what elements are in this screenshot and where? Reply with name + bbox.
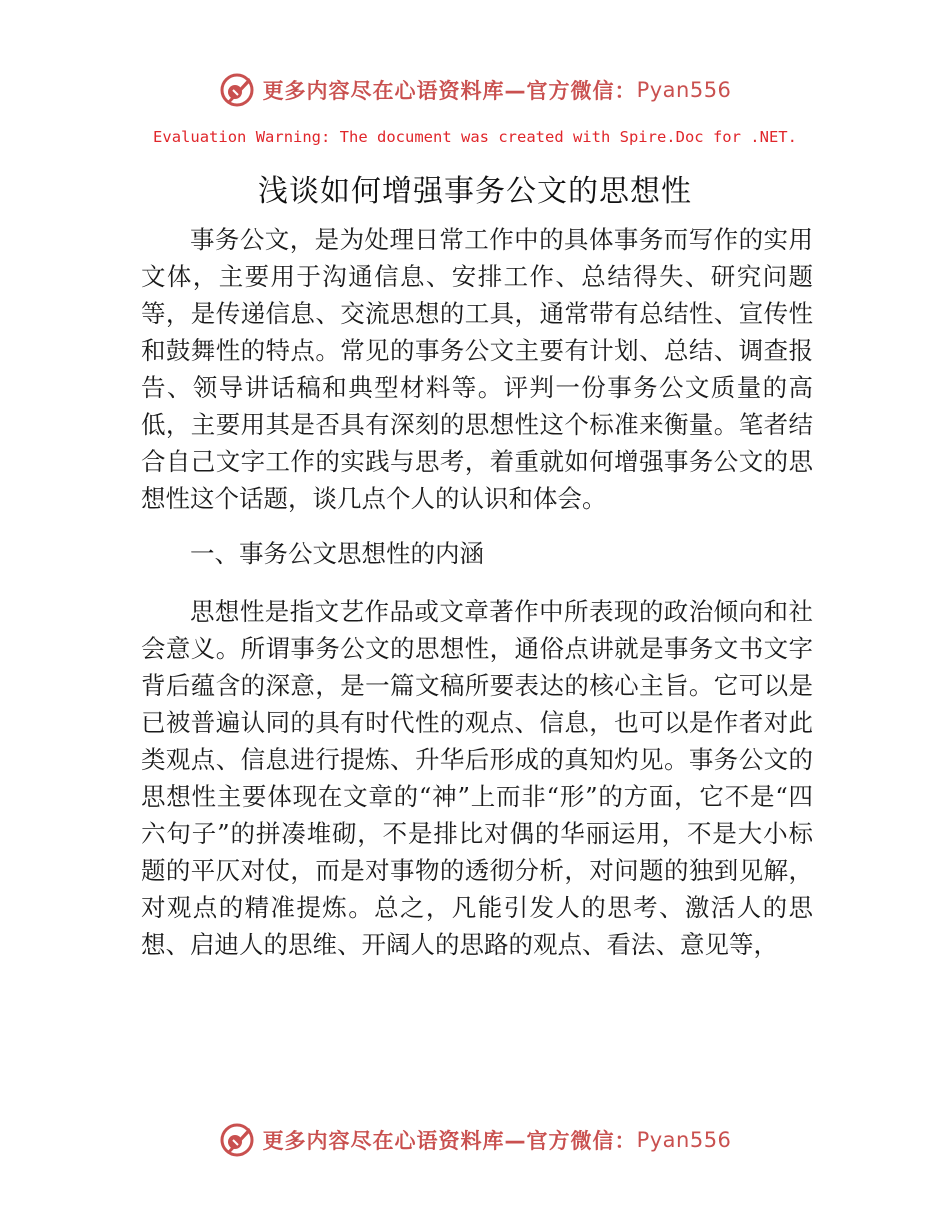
section-heading-1: 一、事务公文思想性的内涵	[190, 539, 484, 568]
evaluation-warning: Evaluation Warning: The document was created with Spire.Doc for .NET.	[153, 128, 797, 146]
paragraph-intro: 事务公文，是为处理日常工作中的具体事务而写作的实用文体，主要用于沟通信息、安排工作、总结得失、研究问题等，是传递信息、交流思想的工具，通常带有总结性、宣传性和鼓舞性的特点。常见的事务公文主要有计划、总结、调查报告、领导讲话稿和典型材料等。评判一份事务公文质量的高低，主要用其是否具有深刻的思想性这个标准来衡量。笔者结合自己文字工作的实践与思考，着重就如何增强事务公文的思想性这个话题，谈几点个人的认识和体会。	[141, 225, 813, 513]
paragraph-section-1: 思想性是指文艺作品或文章著作中所表现的政治倾向和社会意义。所谓事务公文的思想性，通俗点讲就是事务文书文字背后蕴含的深意，是一篇文稿所要表达的核心主旨。它可以是已被普遍认同的具有时代性的观点、信息，也可以是作者对此类观点、信息进行提炼、升华后形成的真知灼见。事务公文的思想性主要体现在文章的“神”上而非“形”的方面，它不是“四六句子”的拼凑堆砌，不是排比对偶的华丽运用，不是大小标题的平仄对仗，而是对事物的透彻分析，对问题的独到见解，对观点的精准提炼。总之，凡能引发人的思考、激活人的思想、启迪人的思维、开阔人的思路的观点、看法、意见等，	[141, 597, 813, 959]
header-banner	[0, 70, 950, 110]
footer-banner-text: 更多内容尽在心语资料库—官方微信：	[262, 1129, 637, 1153]
header-wechat-id: Pyan556	[636, 78, 732, 102]
footer-banner	[0, 1120, 950, 1160]
document-title: 浅谈如何增强事务公文的思想性	[258, 174, 692, 209]
footer-wechat-id: Pyan556	[636, 1128, 732, 1152]
quill-seal-logo-icon	[219, 1122, 255, 1158]
quill-seal-logo-icon	[219, 72, 255, 108]
header-banner-text: 更多内容尽在心语资料库—官方微信：	[262, 79, 637, 103]
